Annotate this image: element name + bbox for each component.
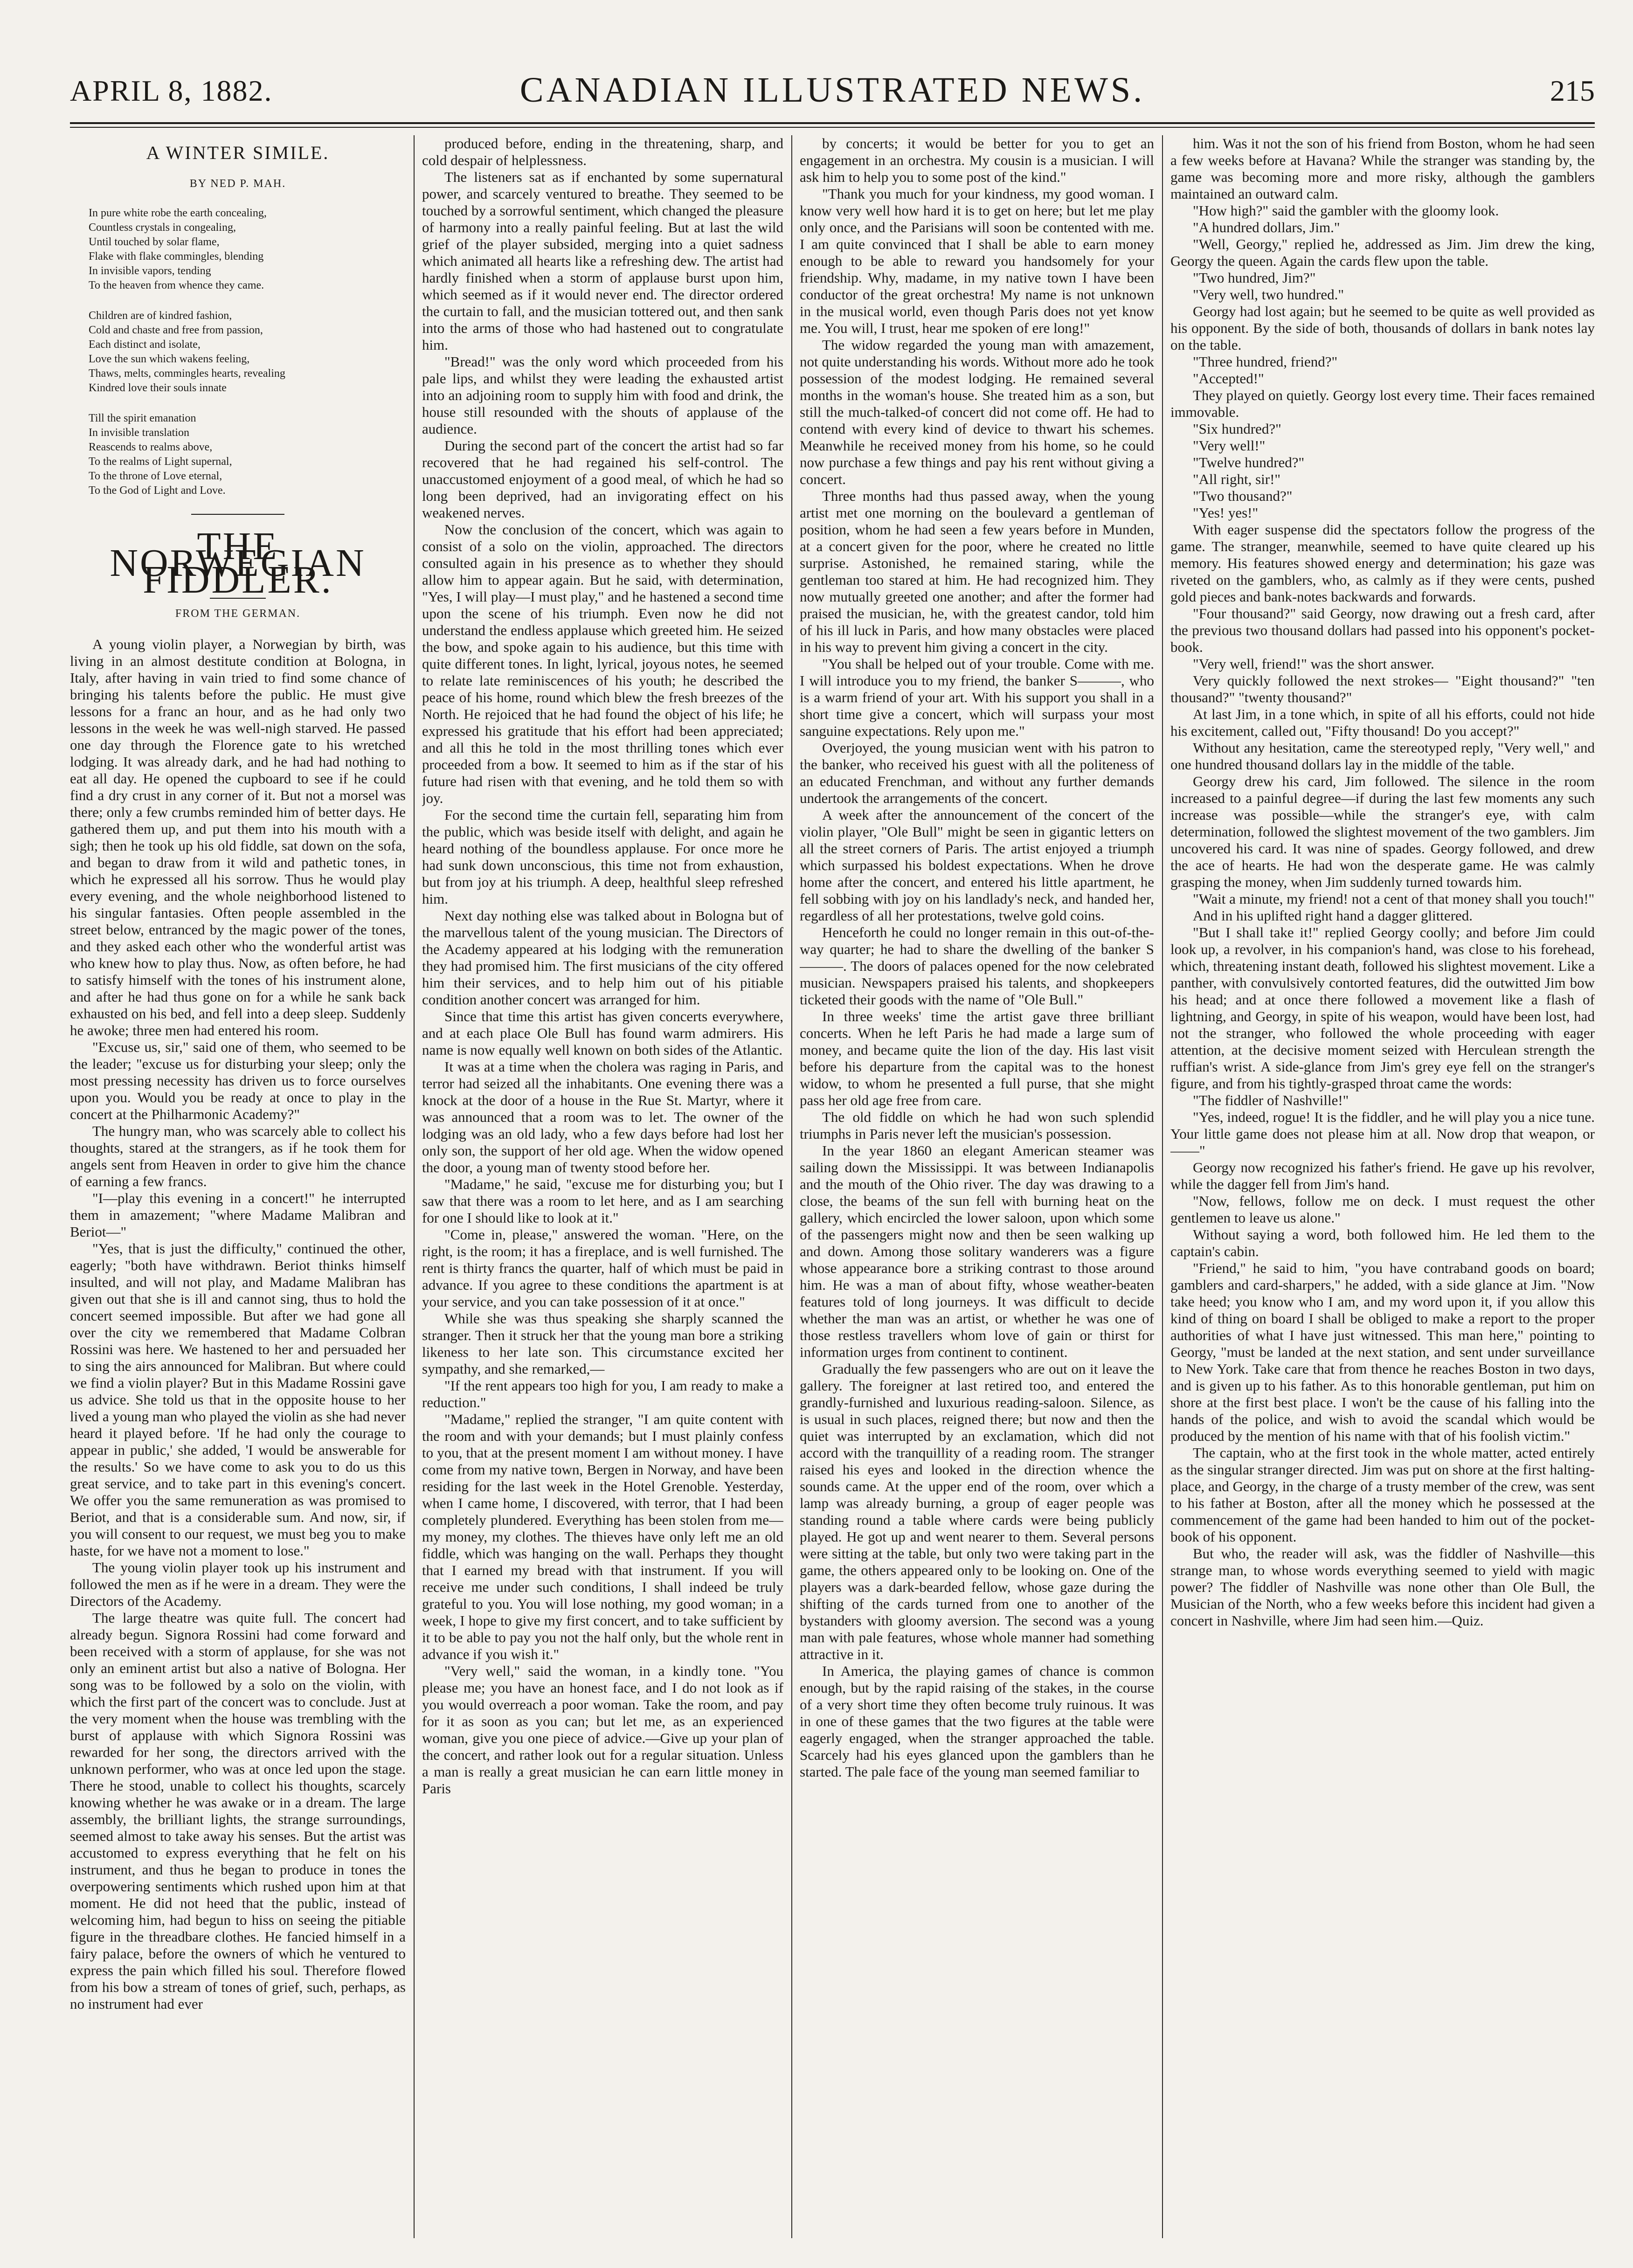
poem-line: Each distinct and isolate, — [89, 339, 201, 351]
story-paragraph: For the second time the curtain fell, separating him from the public, which was beside itself with delight, and again he heard nothing of the boundless applause. For once more he had sunk down unconscious, this time not from exhaustion, but from joy at his triumph. A deep, healthful sleep refreshed him. — [422, 807, 783, 907]
story-paragraph: "But I shall take it!" replied Georgy coolly; and before Jim could look up, a revolver, in his companion's hand, was close to his forehead, which, threatening instant death, followed his slightest movement. Like a panther, with convulsively contorted features, did the outwitted Jim bow his head; and at once there followed a movement like a flash of lightning, and Georgy, in spite of his weapon, would have been lost, had not the stranger, who followed the whole proceeding with eager attention, at the decisive moment seized with Herculean strength the ruffian's wrist. A side-glance from Jim's grey eye fell on the stranger's figure, and from his tightly-grasped throat came the words: — [1170, 924, 1595, 1092]
poem-line: Reascends to realms above, — [89, 441, 213, 453]
poem-stanza-3 — [70, 411, 406, 498]
story-paragraph: Overjoyed, the young musician went with his patron to the banker, who received his guest with all the politeness of an educated Frenchman, and without any further demands undertook the arrangements of the concert. — [800, 740, 1154, 806]
story-paragraph: At last Jim, in a tone which, in spite of all his efforts, could not hide his excitement, called out, "Fifty thousand! Do you accept?" — [1170, 706, 1595, 739]
poem-line: Cold and chaste and free from passion, — [89, 324, 263, 336]
story-paragraph: Georgy drew his card, Jim followed. The silence in the room increased to a painful degree—if during the last few moments any such increase was possible—while the stranger's eye, with calm determination, followed the slightest movement of the two gamblers. Jim uncovered his card. It was nine of spades. Georgy followed, and drew the ace of hearts. He had won the desperate game. He was calmly grasping the money, when Jim suddenly turned towards him. — [1170, 773, 1595, 890]
poem-line: In invisible vapors, tending — [89, 265, 211, 277]
story-paragraph: "Four thousand?" said Georgy, now drawing out a fresh card, after the previous two thousand dollars had passed into his opponent's pocket-book. — [1170, 605, 1595, 655]
poem-line: To the God of Light and Love. — [89, 484, 226, 497]
poem-stanza-2 — [70, 309, 406, 395]
story-paragraph: "Accepted!" — [1193, 370, 1264, 387]
story-paragraph: During the second part of the concert the artist had so far recovered that he had regained his self-control. The unaccustomed enjoyment of a good meal, of which he had so long been deprived, had an invigorating effect on his weakened nerves. — [422, 437, 783, 521]
page-number: 215 — [1550, 74, 1595, 107]
story-body-col3 — [800, 135, 1154, 1780]
poem-line: Till the spirit emanation — [89, 412, 196, 424]
story-paragraph: "Well, Georgy," replied he, addressed as Jim. Jim drew the king, Georgy the queen. Again the cards flew upon the table. — [1170, 236, 1595, 269]
story-subtitle: FROM THE GERMAN. — [175, 608, 301, 620]
poem-title: A WINTER SIMILE. — [146, 142, 330, 163]
story-paragraph: "Yes! yes!" — [1193, 505, 1259, 521]
masthead-rule-thin — [70, 127, 1595, 128]
story-paragraph: "Friend," he said to him, "you have contraband goods on board; gamblers and card-sharpers," he added, with a side glance at Jim. "Now take heed; you know who I am, and my word upon it, if you allow this kind of thing on board I shall be obliged to make a report to the proper authorities of what I have just witnessed. This man here," pointing to Georgy, "must be landed at the next station, and sent under surveillance to New York. Take care that from thence he reaches Boston in two days, and is given up to his father. As to this honorable gentleman, put him on shore at the first best place. I won't be the cause of his falling into the hands of the police, and wish to avoid the scandal which would be produced by the mention of his name with that of his foolish victim." — [1170, 1260, 1595, 1444]
story-paragraph: The listeners sat as if enchanted by some supernatural power, and scarcely ventured to breathe. They seemed to be touched by a sorrowful sentiment, which changed the pleasure of harmony into a really painful feeling. But at last the wild grief of the player subsided, merging into a quiet sadness which animated all hearts like a refreshing dew. The artist had hardly finished when a storm of applause burst upon him, which seemed as if it would never end. The director ordered the curtain to fall, and the musician tottered out, and then sank into the arms of those who had hastened out to congratulate him. — [422, 169, 783, 353]
story-body-col2 — [422, 135, 783, 1797]
story-paragraph: "Very well, two hundred." — [1193, 286, 1344, 303]
poem-line: In pure white robe the earth concealing, — [89, 207, 267, 219]
story-paragraph: Henceforth he could no longer remain in this out-of-the-way quarter; he had to share the dwelling of the banker S———. The doors of palaces opened for the now celebrated musician. Newspapers praised his talents, and shopkeepers ticketed their goods with the name of "Ole Bull." — [800, 924, 1154, 1008]
story-paragraph: "Wait a minute, my friend! not a cent of that money shall you touch!" — [1193, 891, 1595, 907]
story-paragraph: "Two hundred, Jim?" — [1193, 270, 1316, 286]
masthead — [70, 70, 1595, 117]
poem-line: To the throne of Love eternal, — [89, 470, 222, 482]
story-paragraph: "Very well!" — [1193, 437, 1266, 454]
story-paragraph: The hungry man, who was scarcely able to collect his thoughts, stared at the strangers, as if he took them for angels sent from Heaven in order to give him the chance of earning a few francs. — [70, 1123, 406, 1189]
poem-line: Thaws, melts, commingles hearts, revealing — [89, 367, 285, 380]
story-title: THE NORWEGIAN FIDDLER. — [110, 525, 366, 602]
story-paragraph: Gradually the few passengers who are out on it leave the gallery. The foreigner at last retired too, and entered the grandly-furnished and luxurious reading-saloon. Silence, as is usual in such places, reigned there; but now and then the quiet was interrupted by an exclamation, which did not accord with the tranquillity of a reading room. The stranger raised his eyes and looked in the direction whence the sounds came. At the upper end of the room, over which a lamp was already burning, a group of eager people was standing round a table where cards were being publicly played. He got up and went nearer to them. Several persons were sitting at the table, but only two were taking part in the game, the others appeared only to be looking on. One of the players was a dark-bearded fellow, whose gaze during the shifting of the cards turned from one to another of the bystanders with gloomy aversion. The second was a young man with pale features, whose whole manner had something attractive in it. — [800, 1361, 1154, 1662]
story-paragraph: Without any hesitation, came the stereotyped reply, "Very well," and one hundred thousand dollars lay in the middle of the table. — [1170, 740, 1595, 773]
story-paragraph: "Now, fellows, follow me on deck. I must request the other gentlemen to leave us alone." — [1170, 1193, 1595, 1226]
story-paragraph: A week after the announcement of the concert of the violin player, "Ole Bull" might be seen in gigantic letters on all the street corners of Paris. The artist enjoyed a triumph which surpassed his boldest expectations. When he drove home after the concert, and entered his little apartment, he fell sobbing with joy on his landlady's neck, and handed her, regardless of all her protestations, twelve gold coins. — [800, 807, 1154, 924]
story-paragraph: The widow regarded the young man with amazement, not quite understanding his words. Without more ado he took possession of the modest lodging. He remained several months in the woman's house. She treated him as a son, but still the much-talked-of concert did not come off. He had to contend with every kind of device to thwart his schemes. Meanwhile he received money from his home, so he could now purchase a few things and pay his rent without giving a concert. — [800, 337, 1154, 487]
story-paragraph: "Very well, friend!" was the short answer. — [1193, 656, 1434, 672]
column-divider — [414, 135, 415, 2238]
poem-line: Children are of kindred fashion, — [89, 310, 232, 322]
column-4 — [1170, 135, 1595, 2238]
story-paragraph: "How high?" said the gambler with the gloomy look. — [1193, 202, 1499, 219]
story-paragraph: "A hundred dollars, Jim." — [1193, 219, 1340, 235]
column-1 — [70, 135, 406, 2238]
story-paragraph: "Bread!" was the only word which proceeded from his pale lips, and whilst they were leading the exhausted artist into an adjoining room to supply him with food and drink, the house still resounded with the shouts of applause of the audience. — [422, 353, 783, 437]
poem-line: Until touched by solar flame, — [89, 236, 220, 248]
story-paragraph: "Thank you much for your kindness, my good woman. I know very well how hard it is to get on here; but let me play only once, and the Parisians will soon be contented with me. I am quite convinced that I shall be able to earn money enough to be able to reward you handsomely for your friendship. Why, madame, in my native town I have been conductor of the great orchestra! My name is not unknown in the musical world, even though Paris does not yet know me. You will, I trust, hear me spoken of ere long!" — [800, 186, 1154, 336]
poem-line: Countless crystals in congealing, — [89, 221, 236, 234]
story-paragraph: "Two thousand?" — [1193, 488, 1293, 504]
poem-line: Kindred love their souls innate — [89, 382, 227, 394]
story-paragraph: The old fiddle on which he had won such splendid triumphs in Paris never left the musician's possession. — [800, 1109, 1154, 1142]
story-paragraph: "You shall be helped out of your trouble. Come with me. I will introduce you to my friend, the banker S———, who is a warm friend of your art. With his support you shall in a short time give a concert, which will surpass your most sanguine expectations. Rely upon me." — [800, 656, 1154, 739]
section-separator — [191, 514, 284, 515]
story-paragraph: Next day nothing else was talked about in Bologna but of the marvellous talent of the young musician. The Directors of the Academy appeared at his lodging with the remuneration they had promised him. The first musicians of the city offered him their services, and to help him out of his pitiable condition another concert was arranged for him. — [422, 907, 783, 1008]
story-paragraph: "The fiddler of Nashville!" — [1193, 1092, 1349, 1108]
story-paragraph: "I—play this evening in a concert!" he interrupted them in amazement; "where Madame Malibran and Beriot—" — [70, 1190, 406, 1240]
story-paragraph: Georgy now recognized his father's friend. He gave up his revolver, while the dagger fell from Jim's hand. — [1170, 1159, 1595, 1192]
column-2 — [422, 135, 783, 2238]
poem-byline: BY NED P. MAH. — [189, 178, 286, 190]
publication-title: CANADIAN ILLUSTRATED NEWS. — [519, 70, 1145, 110]
story-paragraph: "Excuse us, sir," said one of them, who seemed to be the leader; "excuse us for disturbing your sleep; only the most pressing necessity has driven us to force ourselves upon you. Would you be ready at once to play in the concert at the Philharmonic Academy?" — [70, 1039, 406, 1122]
story-body-col1 — [70, 636, 406, 2012]
story-paragraph: They played on quietly. Georgy lost every time. Their faces remained immovable. — [1170, 387, 1595, 420]
story-body-col4 — [1170, 135, 1595, 1629]
story-paragraph: "Madame," he said, "excuse me for disturbing you; but I saw that there was a room to let here, and as I am searching for one I should like to look at it." — [422, 1176, 783, 1226]
story-paragraph: Very quickly followed the next strokes— "Eight thousand?" "ten thousand?" "twenty thousand?" — [1170, 672, 1595, 705]
story-paragraph: Three months had thus passed away, when the young artist met one morning on the boulevard a gentleman of position, whom he had seen a few years before in Munden, at a concert given for the poor, where he created no little surprise. Astonished, he remained staring, while the gentleman too stared at him. He had recognized him. They now mutually greeted one another; and after the former had praised the musician, he, with the greatest candor, told him of his ill luck in Paris, and how many obstacles were placed in his way to prevent him giving a concert in the city. — [800, 488, 1154, 655]
story-paragraph: But who, the reader will ask, was the fiddler of Nashville—this strange man, to whose words everything seemed to yield with magic power? The fiddler of Nashville was none other than Ole Bull, the Musician of the North, who a few weeks before this incident had given a concert in Nashville, where Jim had seen him.—Quiz. — [1170, 1545, 1595, 1629]
story-paragraph: The young violin player took up his instrument and followed the men as if he were in a dream. They were the Directors of the Academy. — [70, 1559, 406, 1609]
story-paragraph: produced before, ending in the threatening, sharp, and cold despair of helplessness. — [422, 135, 783, 168]
story-paragraph: It was at a time when the cholera was raging in Paris, and terror had seized all the inhabitants. One evening there was a knock at the door of a house in the Rue St. Martyr, where it was announced that a room was to let. The owner of the lodging was an old lady, who a few days before had lost her only son, the support of her old age. When the widow opened the door, a young man of twenty stood before her. — [422, 1058, 783, 1175]
story-paragraph: The captain, who at the first took in the whole matter, acted entirely as the singular stranger directed. Jim was put on shore at the first halting-place, and Georgy, in the charge of a trusty member of the crew, was sent to his father at Boston, after all the money which he possessed at the commencement of the game had been handed to him out of the pocket-book of his opponent. — [1170, 1445, 1595, 1545]
story-paragraph: "Three hundred, friend?" — [1193, 353, 1338, 370]
story-paragraph: "All right, sir!" — [1193, 471, 1281, 487]
story-paragraph: him. Was it not the son of his friend from Boston, whom he had seen a few weeks before at Havana? While the stranger was standing by, the game was becoming more and more risky, although the gamblers maintained an outward calm. — [1170, 135, 1595, 202]
story-paragraph: While she was thus speaking she sharply scanned the stranger. Then it struck her that the young man bore a striking likeness to her late son. This circumstance excited her sympathy, and she remarked,— — [422, 1310, 783, 1377]
story-paragraph: "Six hundred?" — [1193, 421, 1281, 437]
poem-stanza-1 — [70, 206, 406, 293]
column-divider — [1162, 135, 1163, 2238]
poem-line: Love the sun which wakens feeling, — [89, 353, 250, 365]
story-paragraph: In America, the playing games of chance is common enough, but by the rapid raising of the stakes, in the course of a very short time they often become truly ruinous. It was in one of these games that the two figures at the table were eagerly engaged, when the stranger approached the table. Scarcely had his eyes glanced upon the gamblers than he started. The pale face of the young man seemed familiar to — [800, 1663, 1154, 1780]
poem-line: In invisible translation — [89, 427, 189, 439]
story-paragraph: "Yes, indeed, rogue! It is the fiddler, and he will play you a nice tune. Your little game does not please him at all. Now drop that weapon, or——" — [1170, 1109, 1595, 1159]
story-paragraph: A young violin player, a Norwegian by birth, was living in an almost destitute condition at Bologna, in Italy, after having in vain tried to find some chance of bringing his talents before the public. He must give lessons for a franc an hour, and as he had only two lessons in the week he was well-nigh starved. He passed one day through the Florence gate to his wretched lodging. It was already dark, and he had had nothing to eat all day. He opened the cupboard to see if he could find a dry crust in any corner of it. But not a morsel was there; only a few crumbs reminded him of better days. He gathered them up, and put them into his mouth with a sigh; then he took up his old fiddle, sat down on the sofa, and began to draw from it wild and pathetic tones, in which he expressed all his sorrow. Thus he would play every evening, and the whole neighborhood listened to his singular fantasies. Often people assembled in the street below, entranced by the magic power of the tones, and they asked each other who the wonderful artist was who knew how to play thus. Now, as often before, he had to satisfy himself with the tones of his instrument alone, and after he had thus gone on for a while he sank back exhausted on his bed, and fell into a deep sleep. Suddenly he awoke; three men had entered his room. — [70, 636, 406, 1038]
poem-line: To the heaven from whence they came. — [89, 279, 264, 291]
issue-date: APRIL 8, 1882. — [70, 74, 273, 107]
story-paragraph: "Very well," said the woman, in a kindly tone. "You please me; you have an honest face, and I do not look as if you would overreach a poor woman. Take the room, and pay for it as soon as you can; but let me, as an experienced woman, give you one piece of advice.—Give up your plan of the concert, and rather look out for a regular situation. Unless a man is really a great musician he can earn little money in Paris — [422, 1663, 783, 1797]
story-paragraph: "Come in, please," answered the woman. "Here, on the right, is the room; it has a fireplace, and is well furnished. The rent is thirty francs the quarter, half of which must be paid in advance. If you agree to these conditions the apartment is at your service, and you can take possession of it at once." — [422, 1226, 783, 1310]
story-paragraph: And in his uplifted right hand a dagger glittered. — [1193, 907, 1473, 924]
story-paragraph: Now the conclusion of the concert, which was again to consist of a solo on the violin, approached. The directors consulted again in his presence as to whether they should allow him to appear again. But he said, with determination, "Yes, I will play—I must play," and he hastened a second time upon the scene of his triumph. Even now he did not understand the endless applause which greeted him. He seized the bow, and spoke again to his audience, but this time with quite different tones. In light, lyrical, joyous notes, he seemed to relate late reminiscences of his youth; he described the peace of his home, round which blew the fresh breezes of the North. He rejoiced that he had found the object of his life; he expressed his gratitude that his effort had been appreciated; and all this he told in the most thrilling tones which ever proceeded from a bow. It seemed to him as if the star of his future had risen with that evening, and he told them so with joy. — [422, 521, 783, 806]
story-paragraph: "Madame," replied the stranger, "I am quite content with the room and with your demands; but I must plainly confess to you, that at the present moment I am without money. I have come from my native town, Bergen in Norway, and have been residing for the last week in the Hotel Grenoble. Yesterday, when I came home, I discovered, with terror, that I had been completely plundered. Everything has been stolen from me—my money, my clothes. The thieves have only left me an old fiddle, which was hanging on the wall. Perhaps they thought that I earned my bread with that instrument. If you will receive me under such conditions, I shall indeed be truly grateful to you. You will lose nothing, my good woman; in a week, I hope to give my first concert, and to take sufficient by it to be able to pay you not the half only, but the whole rent in advance if you wish it." — [422, 1411, 783, 1662]
story-paragraph: "Twelve hundred?" — [1193, 454, 1305, 470]
story-paragraph: The large theatre was quite full. The concert had already begun. Signora Rossini had come forward and been received with a storm of applause, for she was not only an eminent artist but also a native of Bologna. Her song was to be followed by a solo on the violin, with which the first part of the concert was to conclude. Just at the very moment when the house was trembling with the burst of applause with which Signora Rossini was rewarded for her song, the directors arrived with the unknown performer, who was at once led upon the stage. There he stood, unable to collect his thoughts, scarcely knowing whether he was awake or in a dream. The large assembly, the brilliant lights, the strange surroundings, seemed almost to take away his senses. But the artist was accustomed to express everything that he felt on his instrument, and thus he began to produce in tones the overpowering sentiments which rushed upon him at that moment. He did not heed that the public, instead of welcoming him, had begun to hiss on seeing the pitiable figure in the threadbare clothes. He fancied himself in a fairy palace, before the owners of which he ventured to express the pain which filled his soul. Therefore flowed from his bow a stream of tones of grief, such, perhaps, as no instrument had ever — [70, 1610, 406, 2012]
column-divider — [791, 135, 792, 2238]
poem-line: To the realms of Light supernal, — [89, 456, 232, 468]
story-paragraph: "Yes, that is just the difficulty," continued the other, eagerly; "both have withdrawn. Beriot thinks himself insulted, and will not play, and Madame Malibran has given out that she is ill and cannot sing, thus to hold the concert seemed impossible. But after we had gone all over the city we remembered that Madame Colbran Rossini was here. We hastened to her and persuaded her to sing the airs announced for Malibran. But where could we find a violin player? But in this Madame Rossini gave us advice. She told us that in the opposite house to her lived a young man who played the violin as she had never heard it played before. 'If he had only the courage to appear in public,' she added, 'I would be answerable for the results.' So we have come to ask you to do us this great service, and to take part in this evening's concert. We offer you the same remuneration as was promised to Beriot, and that is a considerable sum. And now, sir, if you will consent to our request, we must beg you to make haste, for we have not a moment to lose." — [70, 1240, 406, 1559]
story-paragraph: by concerts; it would be better for you to get an engagement in an orchestra. My cousin is a musician. I will ask him to help you to some post of the kind." — [800, 135, 1154, 185]
masthead-rule — [70, 122, 1595, 124]
story-paragraph: Since that time this artist has given concerts everywhere, and at each place Ole Bull has found warm admirers. His name is now equally well known on both sides of the Atlantic. — [422, 1008, 783, 1058]
story-paragraph: "If the rent appears too high for you, I am ready to make a reduction." — [422, 1377, 783, 1411]
story-paragraph: In the year 1860 an elegant American steamer was sailing down the Mississippi. It was between Indianapolis and the mouth of the Ohio river. The day was drawing to a close, the beams of the sun fell with burning heat on the gallery, which encircled the lower saloon, upon which some of the passengers might now and then be seen walking up and down. Among those solitary wanderers was a figure whose appearance bore a striking contrast to those around him. He was a man of about fifty, whose weather-beaten features told of long journeys. It was difficult to decide whether the man was an artist, or whether he was one of those restless travellers whom love of gain or thirst for information urges from continent to continent. — [800, 1142, 1154, 1360]
story-paragraph: Without saying a word, both followed him. He led them to the captain's cabin. — [1170, 1226, 1595, 1259]
poem-line: Flake with flake commingles, blending — [89, 250, 264, 263]
story-paragraph: Georgy had lost again; but he seemed to be quite as well provided as his opponent. By the side of both, thousands of dollars in bank notes lay on the table. — [1170, 303, 1595, 353]
story-paragraph: With eager suspense did the spectators follow the progress of the game. The stranger, meanwhile, seemed to have quite cleared up his memory. His features showed energy and determination; his gaze was riveted on the gamblers, who, as calmly as if they were cents, pushed gold pieces and bank-notes backwards and forwards. — [1170, 521, 1595, 605]
story-paragraph: In three weeks' time the artist gave three brilliant concerts. When he left Paris he had made a large sum of money, and became quite the lion of the day. His last visit before his departure from the capital was to the honest widow, to whom he presented a full purse, that she might pass her old age free from care. — [800, 1008, 1154, 1108]
column-3 — [800, 135, 1154, 2238]
